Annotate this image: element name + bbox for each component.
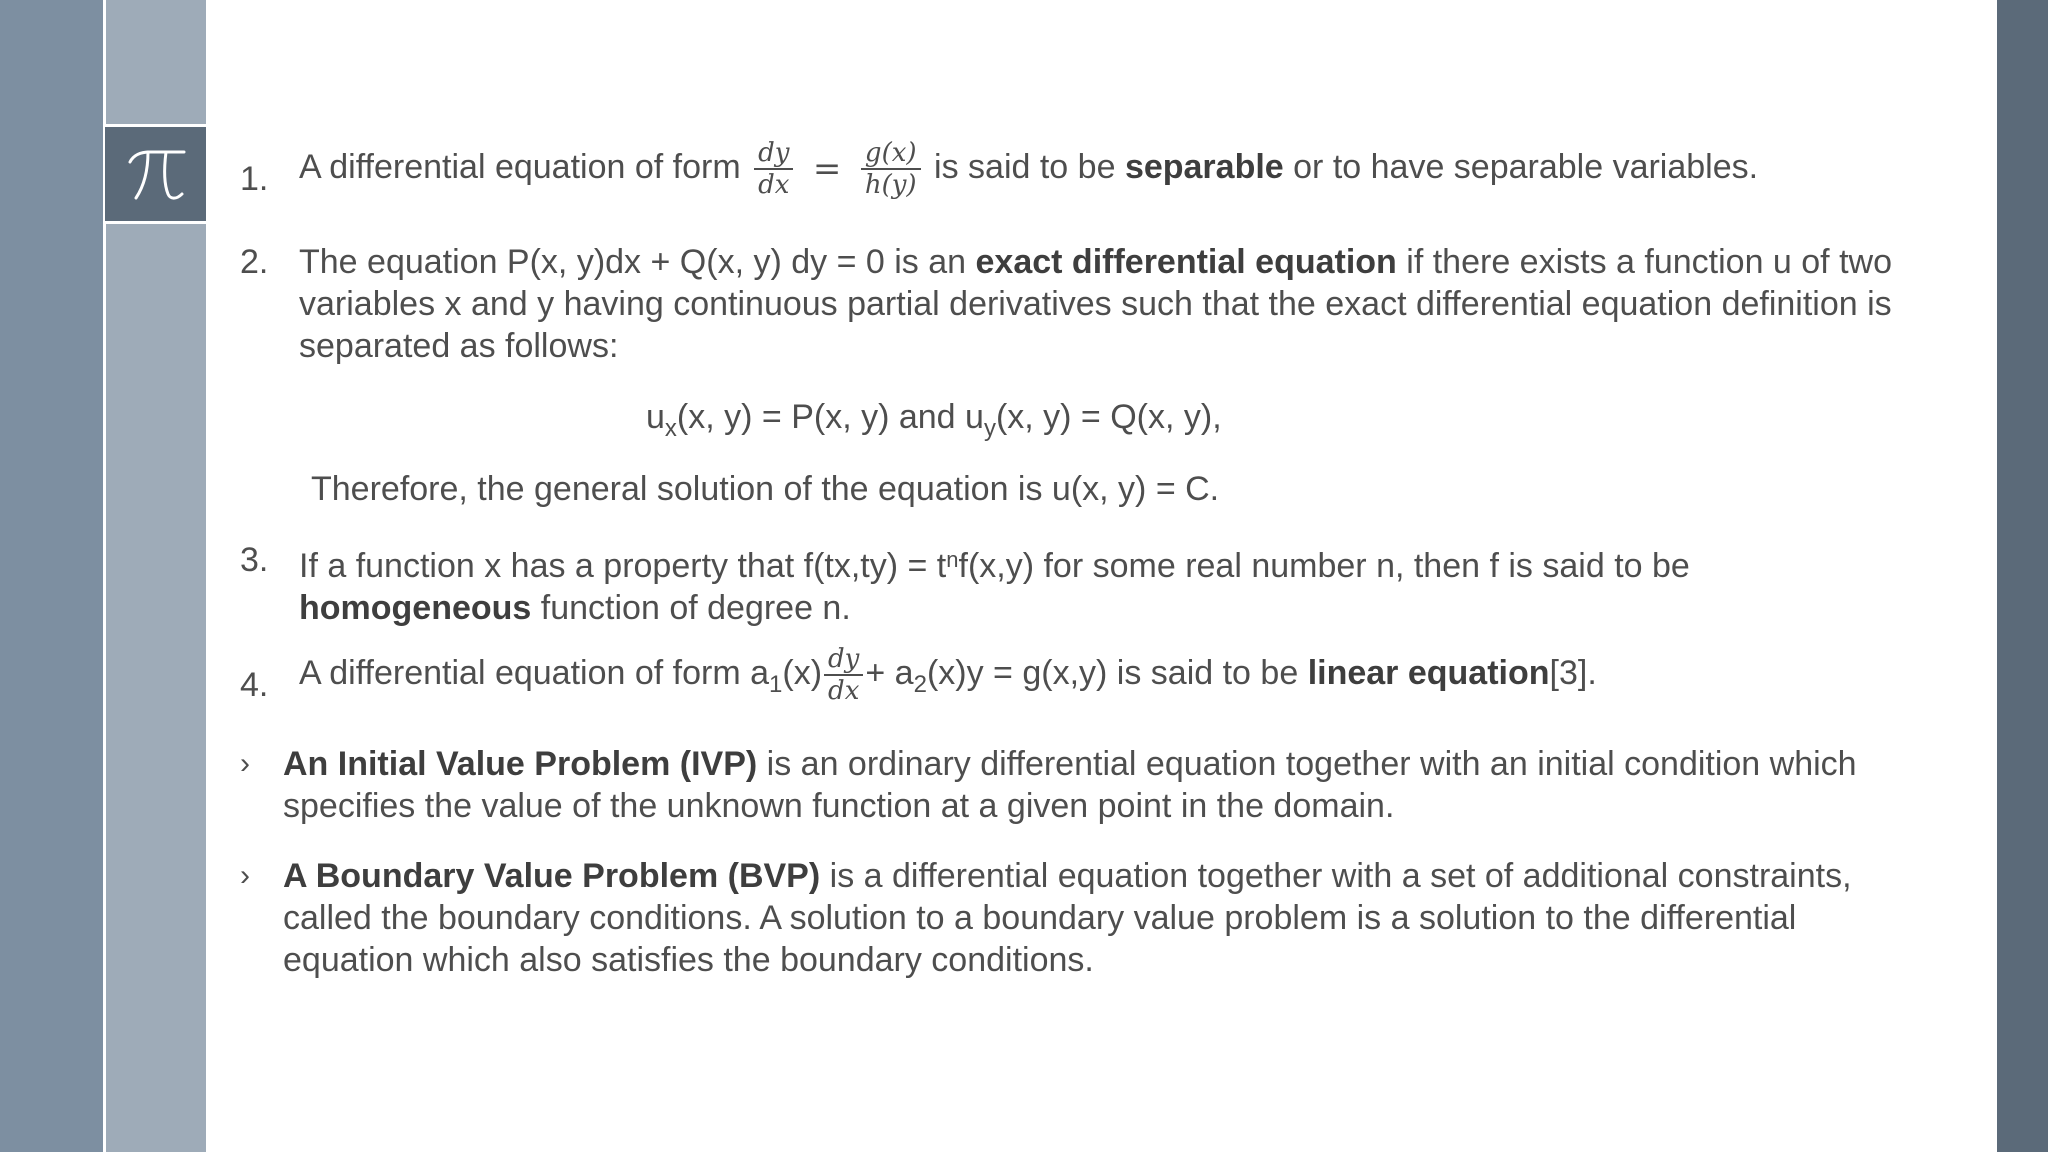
item-text-post: [3]. <box>1549 653 1597 692</box>
item-text-x: (x) <box>782 653 823 692</box>
fraction-denominator: dx <box>828 676 860 706</box>
item-text-pre: A differential equation of form a <box>299 653 770 692</box>
equation-ux-uy <box>646 396 1222 450</box>
term-linear-equation: linear equation <box>1307 653 1550 692</box>
bullet-text-post: is an ordinary differential equation together with an initial condition which specifies the value of the unknown function at a given point in the domain. <box>283 745 1857 825</box>
pi-symbol-box <box>105 124 206 224</box>
subscript-2: 2 <box>913 670 927 698</box>
fraction-numerator: g(x) <box>861 138 921 170</box>
item-number: 4. <box>240 666 269 704</box>
fraction-g-h <box>861 138 921 200</box>
eq-subscript-x: x <box>664 415 677 442</box>
therefore-text: Therefore, the general solution of the equation is u(x, y) = C. <box>311 470 1220 508</box>
item-text-mid: f(x,y) for some real number n, then f is said to be <box>958 547 1690 585</box>
item-number: 3. <box>240 541 269 579</box>
item-text-pre: A differential equation of form <box>299 147 741 186</box>
bullet-chevron-icon: › <box>240 859 250 892</box>
fraction-dy-dx <box>754 138 793 200</box>
item-text-post: function of degree n. <box>531 589 851 627</box>
item-number: 1. <box>240 160 269 198</box>
item-text-post: if there exists a function u of two variables x and y having continuous partial derivatives such that the exact differential equation definition is separated as follows: <box>299 243 1892 365</box>
eq-subscript-y: y <box>983 415 996 442</box>
equals-sign: = <box>812 149 842 189</box>
item-text-mid: is said to be <box>934 147 1125 186</box>
item-text <box>299 241 1899 367</box>
eq-u: u <box>646 398 665 436</box>
item-text-pre: If a function x has a property that f(tx,ty) = t <box>299 547 947 585</box>
bullet-text <box>283 855 1898 981</box>
superscript-n: n <box>946 547 959 572</box>
item-text <box>299 138 1899 200</box>
term-bvp: A Boundary Value Problem (BVP) <box>283 857 821 895</box>
bullet-chevron-icon: › <box>240 747 250 780</box>
fraction-dy-dx <box>824 644 863 706</box>
fraction-numerator: dy <box>754 138 793 170</box>
term-exact-differential: exact differential equation <box>975 243 1397 281</box>
pi-symbol-icon <box>124 142 188 206</box>
fraction-numerator: dy <box>824 644 863 676</box>
eq-end: (x, y) = Q(x, y), <box>995 398 1222 436</box>
left-decor-bar <box>0 0 103 1152</box>
eq-mid: (x, y) = P(x, y) and u <box>676 398 984 436</box>
fraction-denominator: dx <box>758 170 790 200</box>
item-text-plus: + a <box>865 653 914 692</box>
item-text-post: or to have separable variables. <box>1283 147 1759 186</box>
fraction-denominator: h(y) <box>864 170 917 200</box>
bullet-text-post: is a differential equation together with a set of additional constraints, called the boundary conditions. A solution to a boundary value problem is a solution to the differential equation which also satisfies the boundary conditions. <box>283 857 1852 979</box>
item-text-pre: The equation P(x, y)dx + Q(x, y) dy = 0 is an <box>299 243 976 281</box>
item-text <box>299 644 1899 706</box>
item-number: 2. <box>240 243 269 281</box>
term-separable: separable <box>1124 147 1284 186</box>
item-text-mid: (x)y = g(x,y) is said to be <box>926 653 1308 692</box>
bullet-text <box>283 743 1898 827</box>
item-text <box>299 539 1899 629</box>
term-ivp: An Initial Value Problem (IVP) <box>283 745 758 783</box>
subscript-1: 1 <box>769 670 783 698</box>
term-homogeneous: homogeneous <box>299 589 532 627</box>
right-decor-bar <box>1997 0 2048 1152</box>
